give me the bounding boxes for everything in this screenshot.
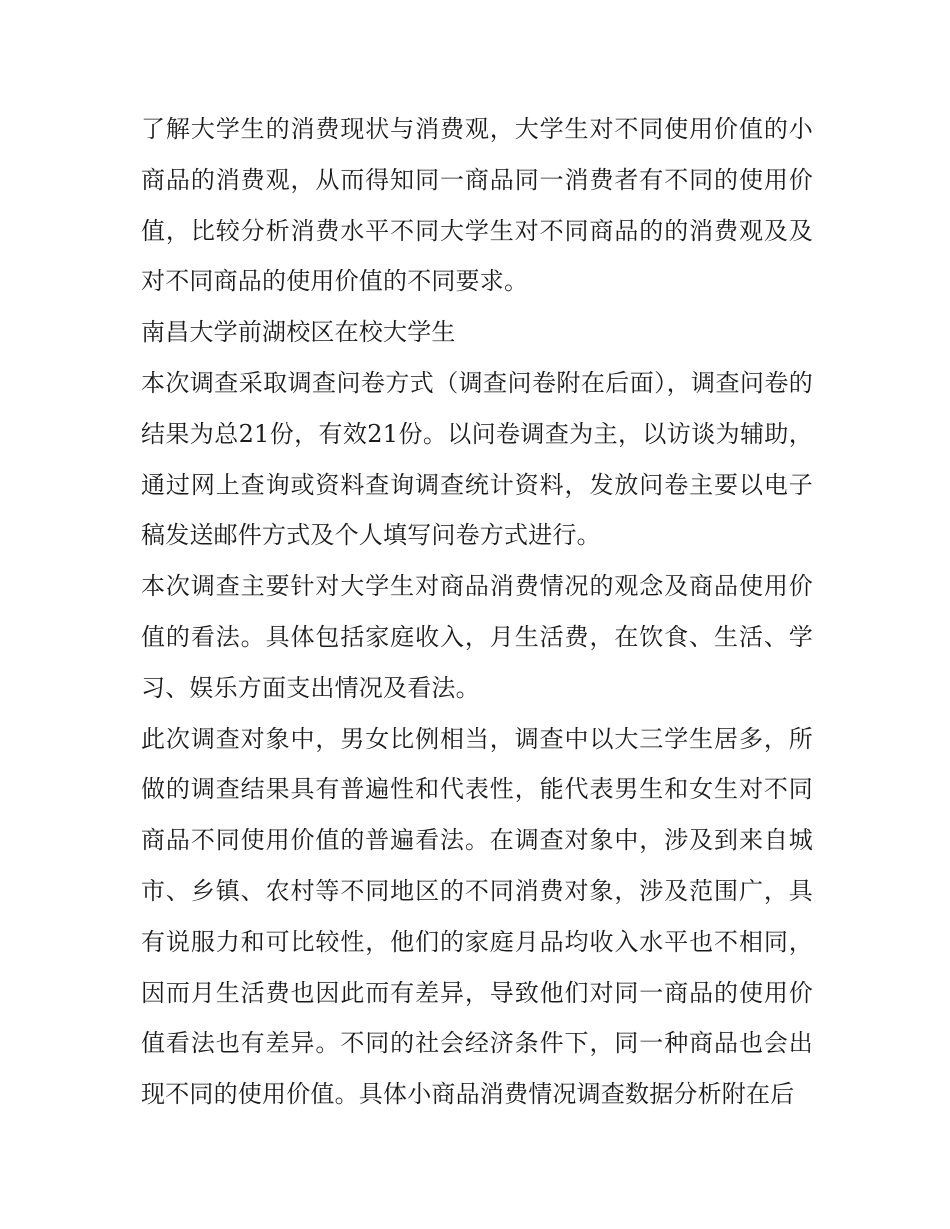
document-body [141,104,813,1120]
paragraph-purpose: 了解大学生的消费现状与消费观，大学生对不同使用价值的小商品的消费观，从而得知同一商品同一消费者有不同的使用价值，比较分析消费水平不同大学生对不同商品的的消费观及及对不同商品的使用价值的不同要求。 [141,115,813,296]
paragraph-method: 本次调查采取调查问卷方式（调查问卷附在后面），调查问卷的结果为总21份，有效21份。以问卷调查为主，以访谈为辅助，通过网上查询或资料查询调查统计资料，发放问卷主要以电子稿发送邮件方式及个人填写问卷方式进行。 [141,368,813,550]
paragraph-subjects: 南昌大学前湖校区在校大学生 [141,318,456,347]
paragraph-scope: 本次调查主要针对大学生对商品消费情况的观念及商品使用价值的看法。具体包括家庭收入，月生活费，在饮食、生活、学习、娱乐方面支出情况及看法。 [141,572,813,702]
paragraph-analysis: 此次调查对象中，男女比例相当，调查中以大三学生居多，所做的调查结果具有普遍性和代表性，能代表男生和女生对不同商品不同使用价值的普遍看法。在调查对象中，涉及到来自城市、乡镇、农村等不同地区的不同消费对象，涉及范围广，具有说服力和可比较性，他们的家庭月品均收入水平也不相同，因而月生活费也因此而有差异，导致他们对同一商品的使用价值看法也有差异。不同的社会经济条件下，同一种商品也会出现不同的使用价值。具体小商品消费情况调查数据分析附在后 [141,724,813,1109]
